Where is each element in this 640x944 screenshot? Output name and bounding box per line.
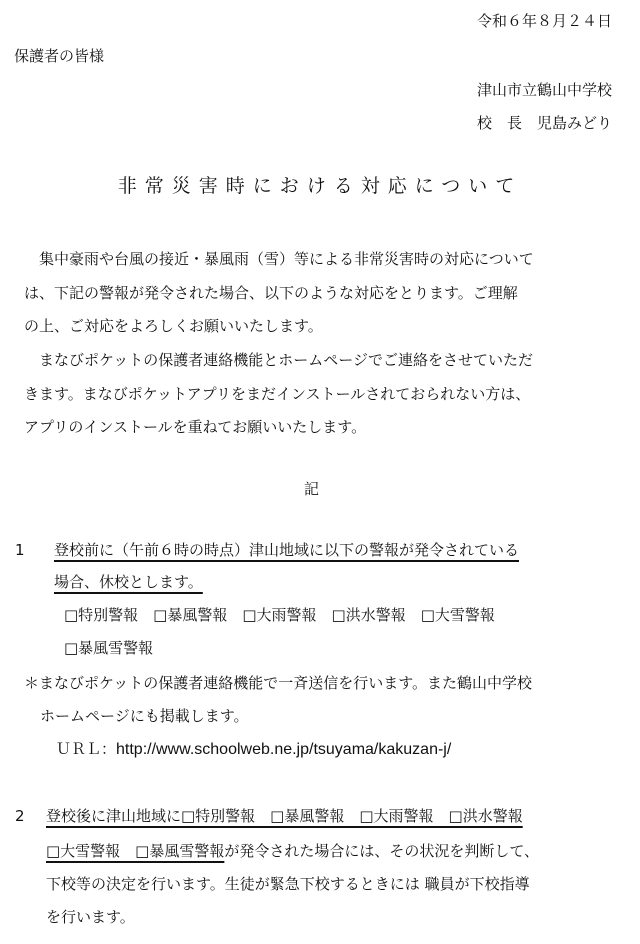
section-2-underlined-warnings: □大雪警報 □暴風雪警報 — [46, 842, 225, 860]
document-date: 令和６年８月２４日 — [476, 12, 612, 30]
note-line: ＊まなびポケットの保護者連絡機能で一斉送信を行います。また鶴山中学校 — [24, 674, 533, 692]
ki-heading: 記 — [304, 480, 320, 498]
section-1-number: 1 — [15, 541, 25, 559]
intro-line: アプリのインストールを重ねてお願いいたします。 — [24, 418, 367, 436]
url-label: ＵＲＬ： — [56, 740, 117, 758]
warning-checklist: □暴風雪警報 — [64, 639, 154, 657]
section-2-line: 登校後に津山地域に□特別警報 □暴風警報 □大雨警報 □洪水警報 — [46, 807, 523, 825]
url-line — [56, 739, 451, 760]
school-url-link[interactable]: http://www.schoolweb.ne.jp/tsuyama/kakuzan-j/ — [116, 741, 452, 758]
intro-line: は、下記の警報が発令された場合、以下のような対応をとります。ご理解 — [24, 284, 518, 302]
section-2-line — [46, 841, 539, 861]
intro-line: まなびポケットの保護者連絡機能とホームページでご連絡をさせていただ — [24, 351, 533, 369]
section-2-line: 下校等の決定を行います。生徒が緊急下校するときには 職員が下校指導 — [46, 875, 530, 893]
recipient: 保護者の皆様 — [14, 47, 105, 65]
section-2-line: を行います。 — [46, 908, 135, 926]
intro-line: の上、ご対応をよろしくお願いいたします。 — [24, 317, 323, 335]
section-2-text: が発令された場合には、その状況を判断して、 — [224, 842, 540, 860]
section-1-line: 登校前に（午前６時の時点）津山地域に以下の警報が発令されている — [54, 541, 520, 559]
principal-name: 校 長 児島みどり — [476, 114, 612, 132]
warning-checklist: □特別警報 □暴風警報 □大雨警報 □洪水警報 □大雪警報 — [64, 606, 495, 624]
section-1-line: 場合、休校とします。 — [54, 573, 203, 591]
note-line: ホームページにも掲載します。 — [40, 707, 249, 725]
intro-line: きます。まなびポケットアプリをまだインストールされておられない方は、 — [24, 385, 531, 403]
document-title: 非常災害時における対応について — [117, 175, 523, 197]
intro-line: 集中豪雨や台風の接近・暴風雨（雪）等による非常災害時の対応について — [24, 250, 534, 268]
school-name: 津山市立鶴山中学校 — [476, 81, 612, 99]
section-2-number: 2 — [15, 807, 25, 825]
